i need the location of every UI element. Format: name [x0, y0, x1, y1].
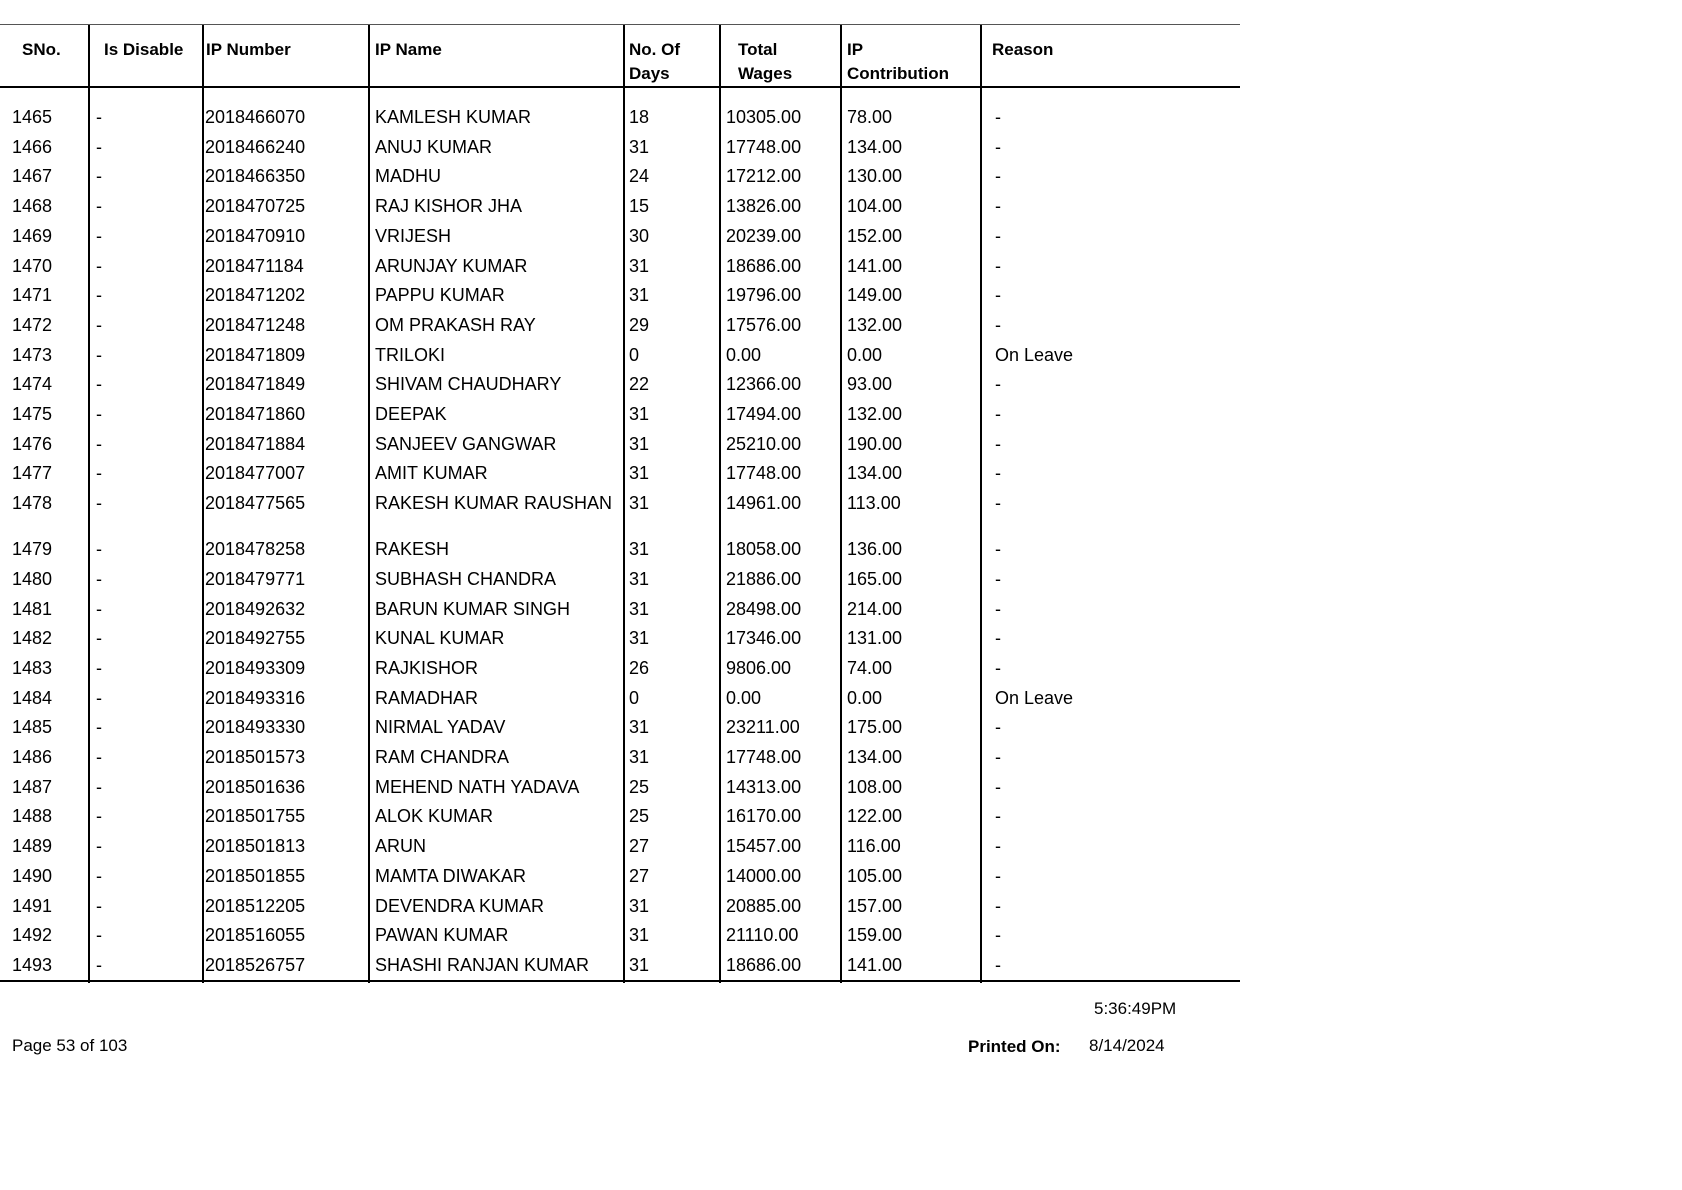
cell-total-wages: 10305.00: [726, 107, 802, 127]
column-divider: [840, 88, 842, 983]
cell-total-wages: 17748.00: [726, 136, 802, 157]
cell-ip-number: 2018471809: [205, 344, 306, 365]
cell-ip-name: SHASHI RANJAN KUMAR: [375, 954, 590, 975]
cell-sno: 1471: [12, 285, 53, 306]
cell-ip-contribution: 132.00: [847, 314, 903, 335]
cell-ip-contribution: 175.00: [847, 717, 903, 738]
cell-sno: 1470: [12, 255, 53, 276]
cell-ip-name: ARUNJAY KUMAR: [375, 255, 528, 276]
cell-ip-contribution: 141.00: [847, 954, 903, 975]
cell-ip-number: 2018470910: [205, 225, 306, 246]
cell-ip-contribution: 131.00: [847, 628, 903, 649]
cell-reason: -: [995, 255, 1001, 276]
cell-no-of-days: 25: [629, 776, 650, 797]
cell-ip-contribution: 134.00: [847, 463, 903, 484]
cell-ip-name: AMIT KUMAR: [375, 463, 488, 484]
cell-sno: 1490: [12, 865, 53, 886]
cell-total-wages: 17748.00: [726, 463, 802, 484]
cell-is-disable: -: [96, 404, 102, 424]
cell-ip-name: KAMLESH KUMAR: [375, 107, 532, 127]
cell-sno: 1491: [12, 895, 53, 916]
cell-reason: -: [995, 107, 1001, 127]
cell-ip-contribution: 190.00: [847, 433, 903, 454]
cell-reason: -: [995, 628, 1001, 649]
cell-ip-number: 2018477007: [205, 463, 306, 484]
column-divider: [719, 25, 721, 87]
cell-total-wages: 0.00: [726, 344, 762, 365]
cell-ip-number: 2018492755: [205, 628, 306, 649]
cell-is-disable: -: [96, 255, 102, 276]
cell-total-wages: 9806.00: [726, 657, 792, 678]
column-divider: [980, 25, 982, 87]
cell-ip-number: 2018516055: [205, 925, 306, 946]
cell-is-disable: -: [96, 568, 102, 589]
cell-ip-name: SUBHASH CHANDRA: [375, 568, 557, 589]
cell-reason: -: [995, 954, 1001, 975]
cell-sno: 1472: [12, 314, 53, 335]
cell-ip-number: 2018471202: [205, 285, 306, 306]
cell-total-wages: 18686.00: [726, 954, 802, 975]
cell-is-disable: -: [96, 285, 102, 306]
cell-ip-number: 2018492632: [205, 598, 306, 619]
cell-no-of-days: 31: [629, 925, 650, 946]
cell-is-disable: -: [96, 776, 102, 797]
column-divider: [623, 25, 625, 87]
cell-no-of-days: 25: [629, 806, 650, 827]
cell-no-of-days: 31: [629, 539, 650, 560]
cell-ip-contribution: 74.00: [847, 657, 893, 678]
column-divider: [368, 25, 370, 87]
cell-no-of-days: 31: [629, 954, 650, 975]
cell-is-disable: -: [96, 806, 102, 827]
cell-total-wages: 19796.00: [726, 285, 802, 306]
cell-sno: 1477: [12, 463, 53, 484]
cell-ip-name: NIRMAL YADAV: [375, 717, 506, 738]
cell-no-of-days: 0: [629, 344, 640, 365]
cell-sno: 1473: [12, 344, 53, 365]
cell-total-wages: 23211.00: [726, 717, 800, 738]
cell-total-wages: 18686.00: [726, 255, 802, 276]
cell-ip-name: OM PRAKASH RAY: [375, 314, 536, 335]
cell-sno: 1484: [12, 687, 53, 708]
cell-is-disable: -: [96, 374, 102, 395]
cell-no-of-days: 31: [629, 255, 650, 276]
cell-ip-contribution: 105.00: [847, 865, 903, 886]
cell-ip-name: ARUN: [375, 836, 427, 857]
cell-no-of-days: 27: [629, 836, 650, 857]
cell-ip-contribution: 116.00: [847, 836, 901, 857]
cell-is-disable: -: [96, 836, 102, 857]
cell-sno: 1474: [12, 374, 53, 395]
cell-total-wages: 12366.00: [726, 374, 802, 395]
cell-sno: 1466: [12, 136, 53, 157]
cell-ip-name: MAMTA DIWAKAR: [375, 865, 527, 886]
cell-is-disable: -: [96, 314, 102, 335]
cell-sno: 1469: [12, 225, 53, 246]
cell-no-of-days: 31: [629, 136, 650, 157]
cell-ip-name: SHIVAM CHAUDHARY: [375, 374, 562, 395]
cell-ip-name: DEEPAK: [375, 404, 447, 424]
header-bottom-rule: [0, 86, 1240, 88]
cell-ip-name: TRILOKI: [375, 344, 446, 365]
cell-reason: -: [995, 747, 1001, 767]
cell-sno: 1475: [12, 404, 53, 424]
column-divider: [368, 88, 370, 983]
printed-on-label: Printed On:: [968, 1037, 1061, 1056]
cell-sno: 1478: [12, 493, 53, 514]
cell-ip-number: 2018478258: [205, 539, 306, 560]
cell-ip-number: 2018493309: [205, 657, 306, 678]
column-divider: [840, 25, 842, 87]
cell-ip-contribution: 159.00: [847, 925, 903, 946]
cell-ip-number: 2018466350: [205, 166, 306, 187]
column-divider: [202, 25, 204, 87]
cell-ip-name: BARUN KUMAR SINGH: [375, 598, 571, 619]
cell-is-disable: -: [96, 225, 102, 246]
table-bottom-rule: [0, 980, 1240, 982]
cell-total-wages: 17494.00: [726, 404, 802, 424]
cell-no-of-days: 24: [629, 166, 650, 187]
cell-reason: -: [995, 865, 1001, 886]
cell-no-of-days: 31: [629, 717, 650, 738]
cell-reason: -: [995, 776, 1001, 797]
cell-total-wages: 17346.00: [726, 628, 802, 649]
cell-ip-name: RAKESH: [375, 539, 450, 560]
cell-ip-number: 2018501755: [205, 806, 306, 827]
cell-reason: -: [995, 539, 1001, 560]
cell-ip-number: 2018493330: [205, 717, 306, 738]
cell-is-disable: -: [96, 895, 102, 916]
header-ip-contribution: IP Contribution: [847, 40, 949, 83]
cell-ip-contribution: 130.00: [847, 166, 903, 187]
column-divider: [980, 88, 982, 983]
header-sno: SNo.: [22, 40, 61, 59]
printed-on-date: 8/14/2024: [1089, 1036, 1165, 1055]
cell-ip-name: PAPPU KUMAR: [375, 285, 505, 306]
cell-no-of-days: 31: [629, 285, 650, 306]
cell-total-wages: 13826.00: [726, 196, 802, 217]
cell-ip-number: 2018493316: [205, 687, 306, 708]
cell-ip-name: RAM CHANDRA: [375, 747, 510, 767]
cell-reason: -: [995, 493, 1001, 514]
cell-reason: -: [995, 568, 1001, 589]
cell-ip-number: 2018471860: [205, 404, 306, 424]
cell-sno: 1479: [12, 539, 53, 560]
cell-is-disable: -: [96, 493, 102, 514]
cell-no-of-days: 31: [629, 598, 650, 619]
cell-ip-number: 2018471184: [205, 255, 304, 276]
cell-ip-name: RAJ KISHOR JHA: [375, 196, 523, 217]
cell-is-disable: -: [96, 344, 102, 365]
cell-is-disable: -: [96, 925, 102, 946]
cell-reason: -: [995, 895, 1001, 916]
cell-sno: 1483: [12, 657, 53, 678]
cell-ip-contribution: 122.00: [847, 806, 903, 827]
cell-no-of-days: 31: [629, 433, 650, 454]
cell-ip-name: DEVENDRA KUMAR: [375, 895, 545, 916]
cell-reason: -: [995, 717, 1001, 738]
cell-reason: -: [995, 314, 1001, 335]
cell-no-of-days: 31: [629, 463, 650, 484]
cell-reason: -: [995, 433, 1001, 454]
cell-ip-number: 2018470725: [205, 196, 306, 217]
cell-no-of-days: 31: [629, 628, 650, 649]
cell-total-wages: 21886.00: [726, 568, 802, 589]
cell-reason: -: [995, 598, 1001, 619]
cell-ip-number: 2018501813: [205, 836, 306, 857]
cell-no-of-days: 30: [629, 225, 650, 246]
cell-is-disable: -: [96, 539, 102, 560]
cell-is-disable: -: [96, 136, 102, 157]
cell-ip-number: 2018501573: [205, 747, 306, 767]
cell-ip-contribution: 108.00: [847, 776, 903, 797]
header-is-disable: Is Disable: [104, 40, 184, 59]
cell-total-wages: 20885.00: [726, 895, 802, 916]
cell-ip-name: PAWAN KUMAR: [375, 925, 509, 946]
cell-ip-contribution: 0.00: [847, 687, 883, 708]
printed-time: 5:36:49PM: [1094, 999, 1177, 1018]
cell-no-of-days: 18: [629, 107, 650, 127]
cell-no-of-days: 31: [629, 895, 650, 916]
cell-total-wages: 16170.00: [726, 806, 802, 827]
cell-sno: 1489: [12, 836, 53, 857]
header-ip-name: IP Name: [375, 40, 442, 59]
cell-ip-number: 2018471248: [205, 314, 306, 335]
cell-ip-contribution: 0.00: [847, 344, 883, 365]
cell-ip-contribution: 113.00: [847, 493, 901, 514]
cell-reason: -: [995, 225, 1001, 246]
cell-ip-number: 2018526757: [205, 954, 306, 975]
cell-no-of-days: 31: [629, 404, 650, 424]
cell-sno: 1467: [12, 166, 53, 187]
cell-sno: 1493: [12, 954, 53, 975]
column-divider: [623, 88, 625, 983]
cell-ip-number: 2018466070: [205, 107, 306, 127]
cell-ip-name: ALOK KUMAR: [375, 806, 494, 827]
cell-ip-contribution: 78.00: [847, 107, 893, 127]
cell-is-disable: -: [96, 166, 102, 187]
cell-no-of-days: 29: [629, 314, 650, 335]
cell-ip-name: RAJKISHOR: [375, 657, 479, 678]
cell-ip-contribution: 152.00: [847, 225, 903, 246]
cell-ip-name: MEHEND NATH YADAVA: [375, 776, 580, 797]
cell-reason: -: [995, 836, 1001, 857]
header-ip-number: IP Number: [206, 40, 291, 59]
cell-total-wages: 18058.00: [726, 539, 802, 560]
cell-ip-contribution: 214.00: [847, 598, 903, 619]
cell-sno: 1492: [12, 925, 53, 946]
cell-total-wages: 14000.00: [726, 865, 802, 886]
cell-is-disable: -: [96, 433, 102, 454]
cell-reason: -: [995, 166, 1001, 187]
cell-ip-name: ANUJ KUMAR: [375, 136, 493, 157]
cell-ip-name: KUNAL KUMAR: [375, 628, 505, 649]
cell-no-of-days: 26: [629, 657, 650, 678]
cell-reason: On Leave: [995, 687, 1074, 708]
cell-reason: On Leave: [995, 344, 1074, 365]
cell-ip-contribution: 134.00: [847, 747, 903, 767]
cell-ip-contribution: 134.00: [847, 136, 903, 157]
cell-ip-number: 2018501636: [205, 776, 306, 797]
cell-ip-contribution: 104.00: [847, 196, 903, 217]
cell-total-wages: 14313.00: [726, 776, 802, 797]
cell-total-wages: 0.00: [726, 687, 762, 708]
cell-is-disable: -: [96, 628, 102, 649]
cell-total-wages: 25210.00: [726, 433, 802, 454]
table-top-rule: [0, 24, 1240, 25]
cell-ip-number: 2018471849: [205, 374, 306, 395]
column-divider: [719, 88, 721, 983]
cell-is-disable: -: [96, 196, 102, 217]
cell-is-disable: -: [96, 747, 102, 767]
cell-sno: 1488: [12, 806, 53, 827]
cell-ip-number: 2018477565: [205, 493, 306, 514]
cell-is-disable: -: [96, 463, 102, 484]
header-total-wages: Total Wages: [738, 40, 793, 83]
cell-sno: 1486: [12, 747, 53, 767]
cell-no-of-days: 0: [629, 687, 640, 708]
cell-ip-contribution: 165.00: [847, 568, 903, 589]
page-number: Page 53 of 103: [12, 1036, 128, 1055]
cell-reason: -: [995, 463, 1001, 484]
column-divider: [88, 88, 90, 983]
cell-no-of-days: 31: [629, 493, 650, 514]
cell-is-disable: -: [96, 687, 102, 708]
cell-ip-contribution: 149.00: [847, 285, 903, 306]
cell-ip-number: 2018479771: [205, 568, 306, 589]
cell-is-disable: -: [96, 598, 102, 619]
cell-total-wages: 14961.00: [726, 493, 802, 514]
cell-reason: -: [995, 285, 1001, 306]
cell-no-of-days: 31: [629, 747, 650, 767]
cell-no-of-days: 27: [629, 865, 650, 886]
cell-reason: -: [995, 806, 1001, 827]
cell-sno: 1468: [12, 196, 53, 217]
cell-is-disable: -: [96, 954, 102, 975]
cell-ip-contribution: 93.00: [847, 374, 893, 395]
cell-reason: -: [995, 404, 1001, 424]
cell-ip-name: RAKESH KUMAR RAUSHAN: [375, 493, 613, 514]
cell-total-wages: 28498.00: [726, 598, 802, 619]
cell-sno: 1476: [12, 433, 53, 454]
cell-is-disable: -: [96, 717, 102, 738]
cell-sno: 1465: [12, 107, 53, 127]
cell-ip-number: 2018512205: [205, 895, 306, 916]
cell-is-disable: -: [96, 107, 102, 127]
cell-reason: -: [995, 657, 1001, 678]
cell-ip-number: 2018501855: [205, 865, 306, 886]
cell-ip-name: VRIJESH: [375, 225, 452, 246]
cell-sno: 1485: [12, 717, 53, 738]
header-reason: Reason: [992, 40, 1054, 59]
cell-sno: 1480: [12, 568, 53, 589]
header-no-of-days: No. Of Days: [629, 40, 680, 83]
cell-total-wages: 17576.00: [726, 314, 802, 335]
cell-sno: 1482: [12, 628, 53, 649]
cell-total-wages: 15457.00: [726, 836, 802, 857]
cell-ip-name: MADHU: [375, 166, 441, 187]
cell-ip-contribution: 157.00: [847, 895, 903, 916]
cell-ip-name: SANJEEV GANGWAR: [375, 433, 557, 454]
column-divider: [88, 25, 90, 87]
cell-ip-contribution: 141.00: [847, 255, 903, 276]
cell-total-wages: 20239.00: [726, 225, 802, 246]
cell-is-disable: -: [96, 657, 102, 678]
cell-no-of-days: 22: [629, 374, 650, 395]
cell-total-wages: 21110.00: [726, 925, 799, 946]
cell-ip-contribution: 136.00: [847, 539, 903, 560]
cell-no-of-days: 15: [629, 196, 650, 217]
cell-reason: -: [995, 136, 1001, 157]
cell-sno: 1487: [12, 776, 53, 797]
cell-reason: -: [995, 925, 1001, 946]
cell-ip-number: 2018471884: [205, 433, 306, 454]
cell-total-wages: 17212.00: [726, 166, 802, 187]
cell-ip-name: RAMADHAR: [375, 687, 479, 708]
cell-ip-contribution: 132.00: [847, 404, 903, 424]
cell-reason: -: [995, 374, 1001, 395]
column-divider: [202, 88, 204, 983]
cell-sno: 1481: [12, 598, 53, 619]
cell-is-disable: -: [96, 865, 102, 886]
cell-reason: -: [995, 196, 1001, 217]
cell-ip-number: 2018466240: [205, 136, 306, 157]
cell-total-wages: 17748.00: [726, 747, 802, 767]
cell-no-of-days: 31: [629, 568, 650, 589]
